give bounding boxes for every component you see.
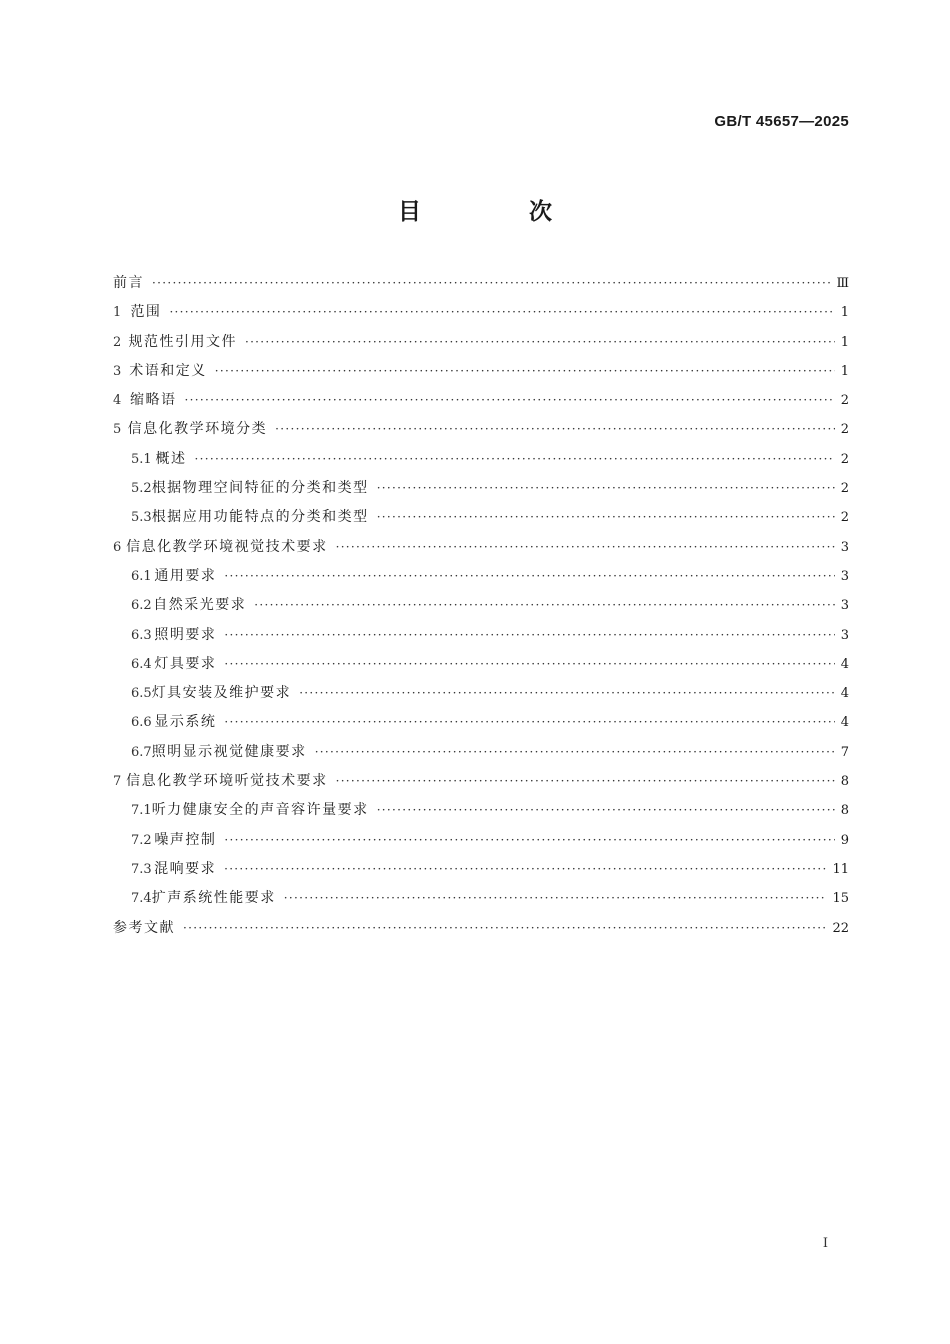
toc-entry-title: 参考文献	[113, 919, 175, 936]
toc-entry[interactable]	[113, 298, 849, 327]
toc-entry-page: 1	[840, 334, 849, 350]
toc-entry-number: 7.1	[131, 803, 152, 819]
toc-entry-number: 6.2	[131, 598, 152, 614]
toc-entry-number: 7.4	[131, 891, 152, 907]
toc-entry-number: 3	[113, 363, 122, 379]
toc-entry-title: 信息化教学环境听觉技术要求	[126, 773, 328, 790]
toc-leader-dots	[275, 415, 835, 444]
toc-entry-number: 5	[113, 422, 122, 438]
toc-entry[interactable]	[113, 767, 849, 796]
toc-entry-title: 范围	[130, 304, 162, 321]
toc-entry-page: 3	[840, 627, 849, 643]
toc-entry[interactable]	[113, 591, 849, 620]
toc-entry[interactable]	[113, 386, 849, 415]
toc-entry[interactable]	[113, 474, 849, 503]
toc-leader-dots	[377, 796, 835, 825]
toc-entry[interactable]	[113, 884, 849, 913]
toc-entry-number: 5.3	[131, 510, 152, 526]
toc-entry-page: 1	[840, 305, 849, 321]
toc-entry-title: 根据应用功能特点的分类和类型	[151, 509, 369, 526]
toc-entry-title: 缩略语	[130, 392, 177, 409]
page-number: I	[822, 1236, 828, 1251]
toc-entry-title: 扩声系统性能要求	[151, 890, 276, 907]
toc-entry-page: 4	[840, 656, 849, 672]
toc-entry[interactable]	[113, 445, 849, 474]
toc-leader-dots	[224, 855, 826, 884]
toc-title: 目 次	[397, 199, 602, 225]
toc-entry[interactable]	[113, 826, 849, 855]
toc-leader-dots	[224, 562, 834, 591]
toc-entry-number: 5.2	[131, 481, 152, 497]
toc-entry-title: 灯具安装及维护要求	[151, 685, 292, 702]
toc-entry-number: 6.5	[131, 686, 152, 702]
toc-entry-page: 11	[832, 861, 849, 877]
toc-entry-title: 信息化教学环境分类	[127, 421, 268, 438]
toc-entry-title: 照明显示视觉健康要求	[151, 743, 307, 760]
toc-entry-number: 7.3	[131, 861, 152, 877]
toc-entry-number: 5.1	[131, 451, 152, 467]
toc-entry-page: 3	[840, 598, 849, 614]
toc-entry-number: 6.3	[131, 627, 152, 643]
toc-entry-page: 2	[840, 481, 849, 497]
toc-entry[interactable]	[113, 562, 849, 591]
toc-leader-dots	[336, 767, 835, 796]
toc-leader-dots	[299, 679, 835, 708]
toc-leader-dots	[254, 591, 834, 620]
toc-entry-page: 15	[832, 891, 849, 907]
toc-entry-title: 信息化教学环境视觉技术要求	[126, 538, 328, 555]
toc-leader-dots	[183, 914, 826, 943]
toc-entry-page: 4	[840, 715, 849, 731]
toc-entry[interactable]	[113, 650, 849, 679]
toc-entry-number: 6.7	[131, 744, 152, 760]
toc-entry[interactable]	[113, 503, 849, 532]
toc-entry[interactable]	[113, 796, 849, 825]
toc-leader-dots	[315, 738, 835, 767]
toc-entry-page: 8	[840, 803, 849, 819]
toc-entry-number: 6	[113, 539, 122, 555]
toc-entry-number: 6.6	[131, 715, 152, 731]
toc-entry-page: 22	[832, 920, 849, 936]
toc-entry-title: 前言	[113, 275, 144, 291]
toc-entry-title: 概述	[155, 450, 187, 467]
toc-leader-dots	[377, 503, 835, 532]
standard-code: GB/T 45657—2025	[714, 113, 849, 130]
toc-entry-title: 照明要求	[154, 626, 217, 643]
toc-leader-dots	[215, 357, 835, 386]
toc-entry-page: 2	[840, 422, 849, 438]
toc-entry-number: 6.4	[131, 656, 152, 672]
toc-entry[interactable]	[113, 679, 849, 708]
toc-entry-page: 2	[840, 451, 849, 467]
toc-entry-page: 3	[840, 539, 849, 555]
toc-entry[interactable]	[113, 415, 849, 444]
toc-entry-title: 灯具要求	[154, 655, 217, 672]
toc-entry-title: 术语和定义	[129, 362, 207, 379]
toc-entry[interactable]	[113, 708, 849, 737]
toc-entry[interactable]	[113, 269, 849, 298]
toc-entry[interactable]	[113, 914, 849, 943]
toc-entry-page: 8	[840, 774, 849, 790]
toc-entry-title: 规范性引用文件	[128, 333, 237, 350]
toc-entry-number: 1	[113, 305, 122, 321]
toc-leader-dots	[224, 826, 834, 855]
table-of-contents	[113, 269, 849, 943]
toc-leader-dots	[169, 298, 834, 327]
toc-entry-number: 7	[113, 774, 122, 790]
toc-entry-page: 3	[840, 568, 849, 584]
toc-leader-dots	[336, 533, 835, 562]
toc-entry-title: 噪声控制	[154, 831, 217, 848]
toc-entry-page: 7	[840, 744, 849, 760]
toc-entry-title: 显示系统	[154, 714, 217, 731]
toc-entry-title: 听力健康安全的声音容许量要求	[151, 802, 369, 819]
toc-entry-page: 1	[840, 363, 849, 379]
toc-entry[interactable]	[113, 855, 849, 884]
toc-entry-page: 9	[840, 832, 849, 848]
toc-entry[interactable]	[113, 621, 849, 650]
toc-entry-page: 4	[840, 686, 849, 702]
toc-entry-page: 2	[840, 393, 849, 409]
toc-entry-title: 混响要求	[154, 860, 217, 877]
toc-leader-dots	[224, 621, 834, 650]
toc-entry-title: 自然采光要求	[153, 597, 247, 614]
toc-leader-dots	[224, 708, 834, 737]
toc-entry-title: 根据物理空间特征的分类和类型	[151, 480, 369, 497]
toc-leader-dots	[152, 269, 830, 298]
toc-entry-page: 2	[840, 510, 849, 526]
toc-leader-dots	[195, 445, 835, 474]
toc-entry-number: 6.1	[131, 568, 152, 584]
toc-leader-dots	[377, 474, 835, 503]
toc-entry[interactable]	[113, 357, 849, 386]
toc-entry[interactable]	[113, 533, 849, 562]
toc-entry-number: 2	[113, 334, 122, 350]
toc-leader-dots	[185, 386, 835, 415]
toc-entry-number: 7.2	[131, 832, 152, 848]
toc-leader-dots	[224, 650, 834, 679]
toc-entry[interactable]	[113, 738, 849, 767]
toc-entry-number: 4	[113, 393, 122, 409]
toc-leader-dots	[284, 884, 827, 913]
toc-entry[interactable]	[113, 328, 849, 357]
toc-entry-title: 通用要求	[154, 567, 217, 584]
toc-leader-dots	[245, 328, 835, 357]
toc-entry-page: Ⅲ	[836, 276, 849, 291]
